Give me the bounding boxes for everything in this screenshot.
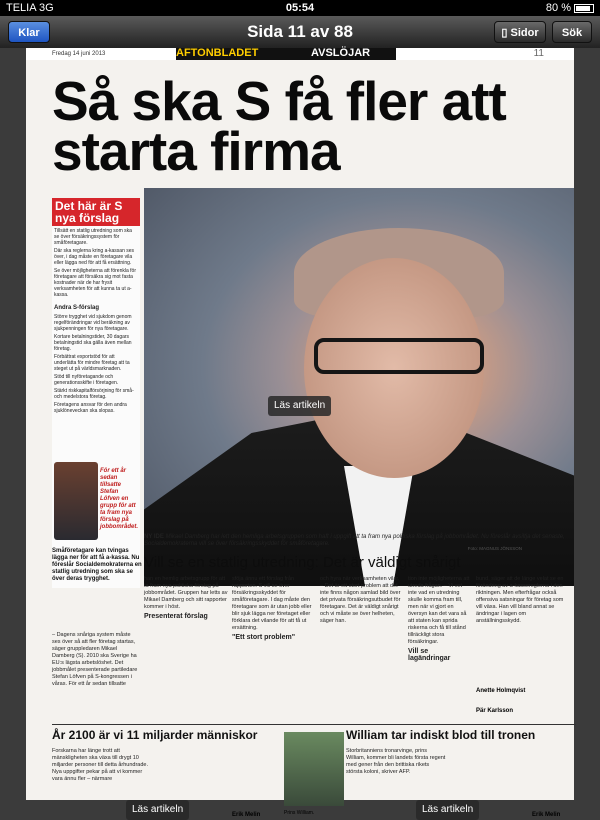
thumb-caption: Prins William. [284,810,315,816]
list-item: Större trygghet vid sjukdom genom regelförändringar vid beräkning av sjukpenningen för nya företagare. [54,314,132,332]
body-column: han en hemlig arbetsgrupp för att ta fram nya politiska förslag på jobbområdet. Gruppen har letts av Mikael Damberg och sitt rapporter kommer i höst. Presenterat förslag [144,576,228,620]
read-article-button[interactable]: Läs artikeln [268,396,331,416]
factbox-heading: Det här är S nya förslag [52,198,140,226]
battery-icon [574,4,594,13]
body-column: tion inte möjligheterna att utreda frågan. – Vi vet inte vad en utredning skulle komma fram till, men när vi gjort en översyn kan det vara så att staten kan sprida riskerna och få till stånd tillräckligt stora försäkringar. Vill se lagändringar [408,576,470,662]
list-item: Stärkt riskkapitalförsörjning för små- och medelstora företag. [54,388,134,400]
masthead-section: AVSLÖJAR [311,47,371,59]
body-column: – Dagens snåriga system måste ses över så att fler företag startas, säger gruppledaren Mikael Damberg (S). 2010 ska Sverige ha EU:s lägsta arbetslöshet. Det jobbmålet presenterade partiledare Stefan Löfven på S-kongressen i våras. För ett år sedan tillsatte [52,632,138,687]
page-number: 11 [533,48,544,59]
lede: Småföretagare kan tvingas lägga ner för att få a-kassa. Nu föreslår Socialdemokraterna en statlig utredning som ska se över deras trygghet. [52,548,142,582]
search-button[interactable]: Sök [552,21,592,43]
bottom-text-left: Forskarna har länge trott att mänskligheten ska växa till drygt 10 miljarder personer till detta århundrade. Nya uppgifter pekar på att vi kommer vara ännu fler – närmare [52,748,148,782]
clock: 05:54 [285,2,315,14]
list-item: Där ska reglerna kring a-kassan ses över, i dag måste en företagare vila eller lägga ned för att få ersättning. [54,248,135,266]
factbox-subheading: Andra S-förslag [54,305,100,311]
page-title: Sida 11 av 88 [247,22,353,41]
photo-credit: Foto: MAGNUS JÖNSSON [467,546,522,551]
byline: Erik Melin [232,812,261,818]
list-item: Förbättrat exportstöd för att underlätta för mindre företag att ta steget ut på världsmarknaden. [54,354,130,372]
navigation-bar [0,16,600,48]
subheadline: Vill se en statlig utredning: Det är väldigt snårigt [144,554,461,571]
status-bar [0,0,600,16]
glasses [314,338,484,374]
masthead-logo: AFTONBLADET [176,47,259,59]
prince-william-photo [284,732,344,806]
main-photo [144,188,574,586]
list-item: Kortare betalningstider, 30 dagars betalningstid ska gälla även mellan företag. [54,334,132,352]
photo-caption: NY IDE Mikael Damberg har lett den hemliga arbetsgruppen som haft i uppgift att ta fram nya politiska förslag på jobbområdet. Nu föreslår avsiltja det senaste, Socialdemokraterna vill se över försäkringsskyddet för småföretagare. [144,534,565,547]
list-item: Tillsätt en statlig utredning som ska se över försäkringssystem för småföretagare. [54,228,132,246]
read-article-button-right[interactable]: Läs artikeln [416,800,479,820]
read-article-button-left[interactable]: Läs artikeln [126,800,189,820]
newspaper-page[interactable] [26,47,574,818]
byline: Erik Melin [532,812,561,818]
bottom-headline-left: År 2100 är vi 11 miljarder människor [52,728,258,742]
masthead [26,48,574,60]
list-item: Företagens ansvar för den andra sjuklöneveckan ska slopas. [54,402,127,414]
battery-indicator: 80 % [546,0,594,16]
list-item: Se över möjligheterna att förenkla för företagare att försäkra sig mot fasta kostnader när de har frysit verksamheten för att kunna ta ut a-kassa. [54,268,136,298]
body-column: bund, säger att de länge velat se en förändring av a-kassereglerna i den riktningen. Men efterfrågar också offensiva satsningar för företag som vill växa. Han vill bland annat se ändringar i lagen om anställningsskydd. [476,576,564,624]
byline: Anette Holmqvist [476,688,526,694]
done-button[interactable]: Klar [8,21,50,43]
side-quote: För ett år sedan tillsatte Stefan Löfven en grupp för att ta fram nya förslag på jobbområdet. [100,468,139,530]
portrait-photo [54,462,98,540]
body-column: och hyra när verksamheten vilar. – Det är ett stort problem att det inte finns någon samlad bild över det privata försäkringsutbudet för företagare. Det är väldigt snårigt och vi måste se över helheten, säger han. [320,576,401,624]
bottom-text-right: Storbritanniens tronarvinge, prins William, kommer bli landets första regent med gener från den brittiska rikets största koloni, skriver AFP. [346,748,446,775]
factbox [52,198,140,588]
carrier-label: TELIA 3G [6,2,54,14]
book-icon: ▯ [501,27,508,39]
issue-date: Fredag 14 juni 2013 [52,51,106,57]
list-item: Stöd till nyföretagande och generationsskifte i företagen. [54,374,119,386]
byline: Pär Karlsson [476,708,514,714]
body-column: sföja ännu ett förslag från rapporten. S vill se över försäkringsskyddet för småföretagare. I dag måste den företagare som är utan jobb eller blir sjuk lägga ner företaget eller förklara det vilande för att få ut ersättning. "Ett stort problem" [232,576,312,641]
bottom-headline-right: William tar indiskt blod till tronen [346,728,536,742]
pages-button[interactable]: ▯ Sidor [494,21,546,43]
headline: Så ska S få fler att starta firma [52,70,506,182]
